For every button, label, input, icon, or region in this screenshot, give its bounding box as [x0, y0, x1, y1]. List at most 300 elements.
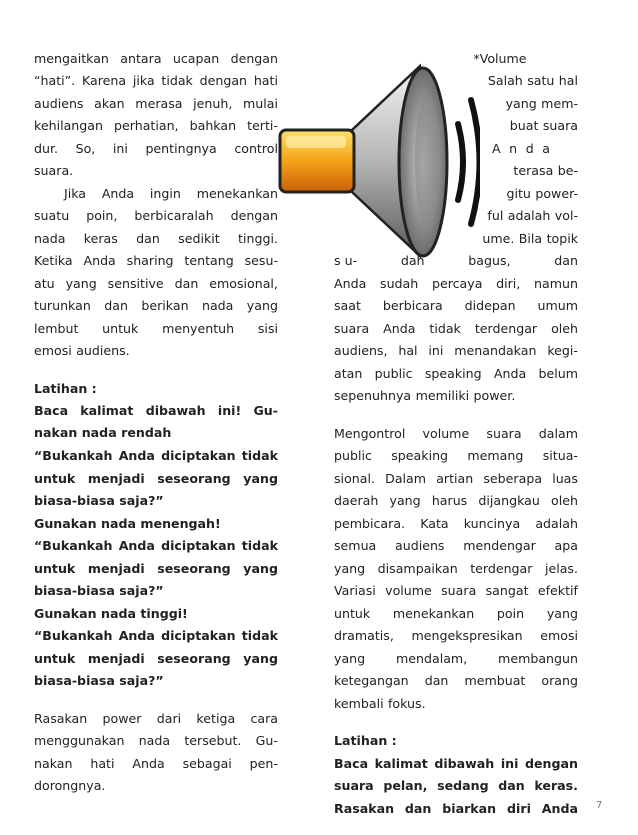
- right-line: [334, 775, 578, 797]
- word: yang: [246, 298, 278, 313]
- word: terdengar: [470, 561, 533, 576]
- word: yang: [65, 276, 97, 291]
- word: keras: [83, 231, 118, 246]
- left-line: [34, 228, 278, 250]
- word: namun: [534, 276, 578, 291]
- word: dan: [174, 276, 199, 291]
- right-line: [480, 205, 578, 227]
- right-line: [334, 385, 578, 407]
- word: “Bukankah: [34, 448, 113, 463]
- word: dari: [156, 711, 182, 726]
- word: menjadi: [87, 561, 145, 576]
- word: Anda: [101, 186, 135, 201]
- word: sensitive: [107, 276, 164, 291]
- word: Baca: [334, 756, 369, 771]
- right-line: [488, 160, 578, 182]
- word: oleh: [551, 493, 578, 508]
- right-line: [334, 693, 578, 715]
- word: Anda: [83, 253, 116, 268]
- word: nada: [34, 231, 66, 246]
- word: Anda: [118, 448, 155, 463]
- word: nada: [101, 606, 136, 621]
- word: bagus,: [468, 253, 511, 268]
- word: Latihan :: [34, 381, 97, 396]
- word: Gu-: [255, 733, 278, 748]
- word: kehilangan: [34, 118, 103, 133]
- word: d: [525, 141, 534, 156]
- word: turunkan: [34, 298, 91, 313]
- word: saja?”: [119, 673, 164, 688]
- word: menjadi: [87, 651, 145, 666]
- word: mendalam,: [396, 651, 468, 666]
- word: memang: [467, 448, 524, 463]
- left-line: [34, 205, 278, 227]
- right-line: [334, 753, 578, 775]
- word: seseorang: [157, 471, 231, 486]
- word: nakan: [34, 756, 73, 771]
- word: pelan,: [383, 778, 428, 793]
- word: menengah!: [140, 516, 221, 531]
- word: untuk: [102, 321, 139, 336]
- word: Baca: [34, 403, 69, 418]
- word: percaya: [431, 276, 483, 291]
- word: suara.: [34, 163, 74, 178]
- word: gitu: [506, 186, 531, 201]
- right-line: [488, 115, 578, 137]
- word: ucapan: [172, 51, 220, 66]
- word: So,: [75, 141, 96, 156]
- word: dah: [400, 253, 425, 268]
- word: emosi: [34, 343, 72, 358]
- word: public: [374, 366, 413, 381]
- word: Jika: [64, 186, 87, 201]
- word: biasa-biasa: [34, 673, 115, 688]
- word: menggunakan: [34, 733, 125, 748]
- word: berbicaralah: [134, 208, 214, 223]
- word: emosional,: [209, 276, 278, 291]
- word: efektif: [537, 583, 578, 598]
- word: hal: [558, 73, 578, 88]
- word: nada: [138, 733, 171, 748]
- word: speaking: [391, 448, 449, 463]
- word: volume: [385, 583, 432, 598]
- word: Kata: [420, 516, 449, 531]
- word: menjadi: [87, 471, 145, 486]
- left-line: [34, 295, 278, 317]
- word: volume: [422, 426, 470, 441]
- word: yang: [334, 651, 366, 666]
- word: vol-: [554, 208, 578, 223]
- right-line: [334, 445, 578, 467]
- word: ketegangan: [334, 673, 409, 688]
- word: Salah: [487, 73, 523, 88]
- word: pentingnya: [145, 141, 217, 156]
- word: tidak: [241, 448, 278, 463]
- left-line: [34, 753, 278, 775]
- word: suara: [542, 118, 578, 133]
- word: dibawah: [434, 756, 495, 771]
- word: mem-: [541, 96, 578, 111]
- left-line: [34, 670, 278, 692]
- word: diri,: [496, 276, 521, 291]
- left-line: [34, 445, 278, 467]
- word: orang: [541, 673, 578, 688]
- word: belum: [538, 366, 578, 381]
- word: jika: [132, 73, 155, 88]
- word: *Volume: [473, 51, 527, 66]
- left-line: [34, 70, 278, 92]
- left-line: [34, 603, 278, 625]
- word: suara: [486, 426, 522, 441]
- word: menekankan: [196, 186, 278, 201]
- word: Anda: [541, 801, 578, 816]
- word: n: [509, 141, 518, 156]
- word: Rasakan: [34, 711, 88, 726]
- word: dorongnya.: [34, 778, 106, 793]
- word: dramatis,: [334, 628, 394, 643]
- word: yang: [505, 96, 537, 111]
- word: ketiga: [196, 711, 236, 726]
- word: dan: [554, 253, 578, 268]
- word: tersebut.: [184, 733, 242, 748]
- left-line: [34, 625, 278, 647]
- word: membuat: [464, 673, 526, 688]
- word: tinggi.: [238, 231, 278, 246]
- word: Mengontrol: [334, 426, 406, 441]
- word: jelas.: [544, 561, 578, 576]
- left-line: [34, 115, 278, 137]
- word: dur.: [34, 141, 59, 156]
- word: membangun: [498, 651, 578, 666]
- word: sudah: [380, 276, 419, 291]
- right-line: [334, 295, 578, 317]
- word: situa-: [542, 448, 578, 463]
- word: poin: [496, 606, 525, 621]
- right-line: [334, 490, 578, 512]
- word: didepan: [464, 298, 516, 313]
- word: seseorang: [157, 651, 231, 666]
- word: mulai: [243, 96, 278, 111]
- word: sional.: [334, 471, 375, 486]
- word: dan: [136, 231, 160, 246]
- word: tidak: [241, 628, 278, 643]
- word: antara: [120, 51, 162, 66]
- word: tinggi!: [140, 606, 188, 621]
- word: kuncinya: [463, 516, 521, 531]
- word: disampaikan: [377, 561, 458, 576]
- word: sangat: [485, 583, 529, 598]
- word: lembut: [34, 321, 79, 336]
- word: control: [234, 141, 278, 156]
- right-line: [334, 250, 578, 272]
- word: terasa: [513, 163, 554, 178]
- word: berikan: [141, 298, 189, 313]
- word: Anda: [118, 538, 155, 553]
- word: Anda: [132, 756, 165, 771]
- word: sesu-: [244, 253, 278, 268]
- word: adalah: [507, 208, 551, 223]
- word: sisi: [257, 321, 278, 336]
- left-line: [34, 468, 278, 490]
- word: yang: [334, 561, 366, 576]
- left-line: [34, 775, 278, 797]
- left-line: [34, 183, 278, 205]
- word: ini: [428, 343, 444, 358]
- word: audiens: [395, 538, 445, 553]
- word: suara: [334, 778, 374, 793]
- word: power: [102, 711, 142, 726]
- word: Anda: [383, 321, 416, 336]
- word: “hati”.: [34, 73, 76, 88]
- right-line: [334, 670, 578, 692]
- right-line: [334, 603, 578, 625]
- word: cara: [250, 711, 278, 726]
- word: sedikit: [178, 231, 220, 246]
- word: public: [334, 448, 372, 463]
- word: mengaitkan: [34, 51, 109, 66]
- word: ume.: [482, 231, 515, 246]
- word: dengan: [524, 756, 578, 771]
- word: biarkan: [442, 801, 497, 816]
- word: yang: [243, 561, 278, 576]
- word: mengekspresikan: [411, 628, 523, 643]
- word: be-: [557, 163, 578, 178]
- word: berbicara: [382, 298, 443, 313]
- word: harus: [431, 493, 468, 508]
- left-line: [34, 490, 278, 512]
- word: ful: [487, 208, 504, 223]
- word: artian: [436, 471, 474, 486]
- word: ini: [112, 141, 128, 156]
- word: nada: [201, 298, 234, 313]
- word: Gu-: [253, 403, 278, 418]
- word: semua: [334, 538, 377, 553]
- word: merasa: [135, 96, 183, 111]
- right-line: [334, 468, 578, 490]
- word: Dalam: [385, 471, 427, 486]
- page-number: 7: [596, 800, 603, 811]
- left-line: [34, 93, 278, 115]
- word: perhatian,: [114, 118, 179, 133]
- right-line: [480, 93, 578, 115]
- word: nakan: [34, 425, 78, 440]
- right-line: [334, 513, 578, 535]
- word: tidak: [161, 73, 193, 88]
- word: menandakan: [454, 343, 537, 358]
- right-line: [334, 730, 578, 752]
- right-line: [334, 535, 578, 557]
- word: suara: [334, 321, 370, 336]
- word: tidak: [241, 538, 278, 553]
- word: Gunakan: [34, 606, 97, 621]
- left-line: [34, 708, 278, 730]
- word: kembali: [334, 696, 384, 711]
- word: Gunakan: [34, 516, 97, 531]
- word: oleh: [551, 321, 578, 336]
- left-line: [34, 513, 278, 535]
- word: pen-: [249, 756, 278, 771]
- right-line: [334, 625, 578, 647]
- right-line: [334, 318, 578, 340]
- right-line: [334, 798, 578, 820]
- word: atu: [34, 276, 55, 291]
- word: Ketika: [34, 253, 73, 268]
- word: poin,: [86, 208, 118, 223]
- word: atan: [334, 366, 363, 381]
- word: jenuh,: [193, 96, 233, 111]
- word: power.: [473, 388, 516, 403]
- right-line: [488, 183, 578, 205]
- word: Variasi: [334, 583, 376, 598]
- left-line: [34, 340, 278, 362]
- right-line: [334, 580, 578, 602]
- word: satu: [527, 73, 555, 88]
- word: suara: [441, 583, 477, 598]
- word: diciptakan: [161, 628, 236, 643]
- word: dengan: [230, 208, 278, 223]
- word: bahkan: [189, 118, 237, 133]
- word: tentang: [184, 253, 234, 268]
- word: dengan: [230, 51, 278, 66]
- word: apa: [554, 538, 578, 553]
- left-line: [34, 273, 278, 295]
- word: saat: [334, 298, 361, 313]
- left-line: [34, 422, 278, 444]
- word: dan: [104, 298, 128, 313]
- left-line: [34, 648, 278, 670]
- left-line: [34, 378, 278, 400]
- word: hati: [90, 756, 115, 771]
- right-line: [492, 138, 550, 160]
- word: biasa-biasa: [34, 493, 115, 508]
- word: diciptakan: [161, 538, 236, 553]
- right-line: [470, 70, 578, 92]
- word: suatu: [34, 208, 70, 223]
- word: audiens.: [76, 343, 130, 358]
- word: kegi-: [547, 343, 578, 358]
- word: daerah: [334, 493, 379, 508]
- word: sharing: [126, 253, 174, 268]
- word: ini!: [217, 403, 242, 418]
- word: untuk: [34, 561, 76, 576]
- word: rendah: [121, 425, 172, 440]
- word: untuk: [34, 651, 76, 666]
- word: diri: [507, 801, 531, 816]
- left-line: [34, 535, 278, 557]
- word: Anda: [334, 276, 367, 291]
- word: “Bukankah: [34, 628, 113, 643]
- word: Anda: [118, 628, 155, 643]
- right-line: [334, 340, 578, 362]
- left-line: [34, 580, 278, 602]
- word: ini: [500, 756, 519, 771]
- left-line: [34, 558, 278, 580]
- left-line: [34, 250, 278, 272]
- right-line: [334, 648, 578, 670]
- word: speaking: [424, 366, 482, 381]
- word: audiens: [34, 96, 84, 111]
- word: ingin: [149, 186, 181, 201]
- word: dengan: [199, 73, 248, 88]
- word: Karena: [81, 73, 127, 88]
- word: keras.: [534, 778, 578, 793]
- word: dan: [498, 778, 525, 793]
- word: biasa-biasa: [34, 583, 115, 598]
- right-line: [472, 228, 578, 250]
- word: dibawah: [145, 403, 206, 418]
- word: untuk: [334, 606, 371, 621]
- word: dalam: [538, 426, 578, 441]
- word: menekankan: [392, 606, 475, 621]
- word: kalimat: [80, 403, 134, 418]
- word: seseorang: [157, 561, 231, 576]
- word: kalimat: [374, 756, 428, 771]
- word: fokus.: [387, 696, 426, 711]
- left-line: [34, 318, 278, 340]
- word: audiens,: [334, 343, 388, 358]
- word: diciptakan: [161, 448, 236, 463]
- word: yang: [243, 651, 278, 666]
- word: buat: [509, 118, 539, 133]
- word: saja?”: [119, 583, 164, 598]
- word: adalah: [535, 516, 578, 531]
- word: Bila: [518, 231, 543, 246]
- word: yang: [389, 493, 421, 508]
- right-line: [334, 423, 578, 445]
- word: Rasakan: [334, 801, 395, 816]
- word: power-: [535, 186, 578, 201]
- left-line: [34, 730, 278, 752]
- word: Anda: [493, 366, 527, 381]
- left-line: [34, 400, 278, 422]
- left-line: [34, 48, 278, 70]
- word: memiliki: [415, 388, 470, 403]
- word: umum: [537, 298, 578, 313]
- word: mendengar: [463, 538, 536, 553]
- word: pembicara.: [334, 516, 406, 531]
- word: yang: [243, 471, 278, 486]
- word: dijangkau: [478, 493, 540, 508]
- word: saja?”: [119, 493, 164, 508]
- word: topik: [546, 231, 578, 246]
- word: hal: [398, 343, 418, 358]
- word: seberapa: [483, 471, 543, 486]
- right-line: [464, 48, 536, 70]
- word: s u-: [334, 253, 358, 268]
- word: dan: [404, 801, 432, 816]
- right-line: [334, 363, 578, 385]
- word: Latihan :: [334, 733, 397, 748]
- word: terdengar: [474, 321, 538, 336]
- speaker-icon: [270, 52, 480, 267]
- word: A: [492, 141, 501, 156]
- left-line: [34, 160, 278, 182]
- word: hati: [253, 73, 278, 88]
- word: terti-: [247, 118, 278, 133]
- word: tidak: [429, 321, 461, 336]
- right-line: [334, 273, 578, 295]
- word: nada: [101, 516, 136, 531]
- word: a: [542, 141, 550, 156]
- word: “Bukankah: [34, 538, 113, 553]
- word: yang: [546, 606, 578, 621]
- word: sepenuhnya: [334, 388, 412, 403]
- word: sedang: [437, 778, 489, 793]
- right-line: [334, 558, 578, 580]
- word: dan: [424, 673, 449, 688]
- word: emosi: [540, 628, 578, 643]
- word: sebagai: [182, 756, 232, 771]
